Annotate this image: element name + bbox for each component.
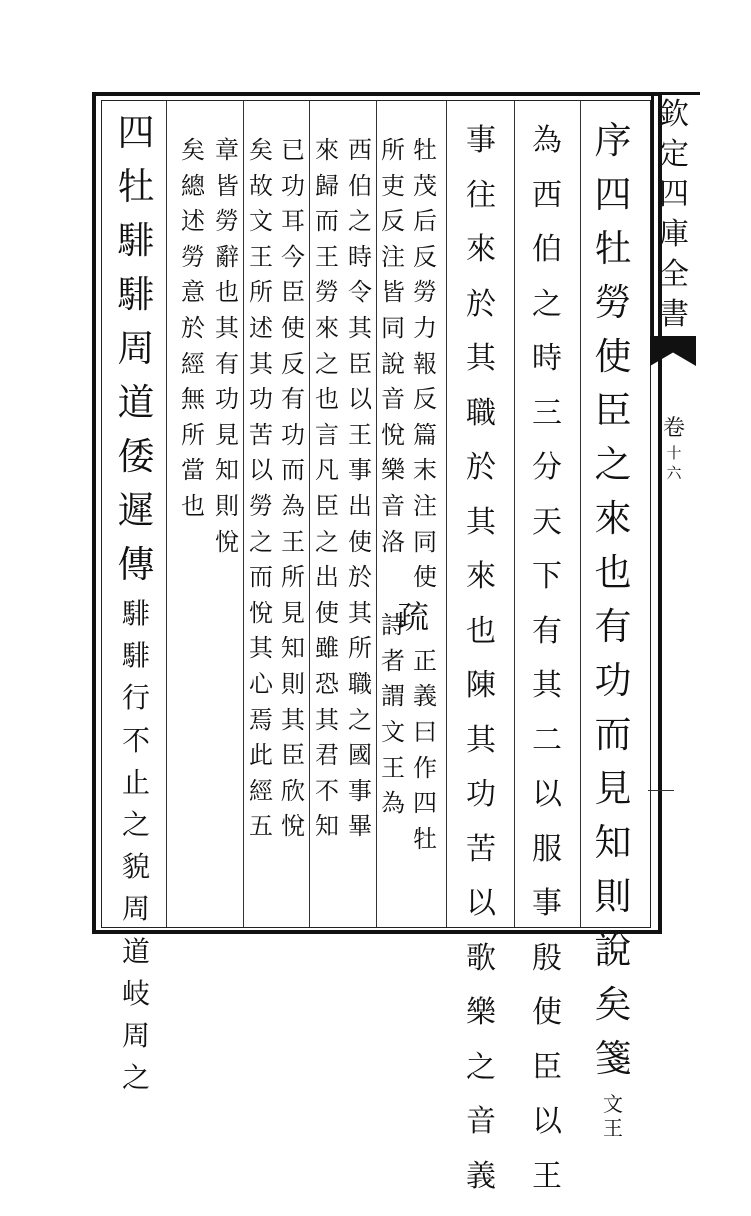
text-char: 之: [532, 290, 562, 345]
margin-dash: [648, 790, 674, 791]
title-char: 定: [659, 140, 689, 180]
text-char: 伯: [532, 235, 562, 290]
text-char: 茂: [413, 174, 437, 210]
text-char: 西: [348, 138, 372, 174]
text-char: 臣: [315, 494, 339, 530]
text-char: 心: [249, 672, 273, 708]
text-char: 臣: [281, 743, 305, 779]
text-char: 苦: [249, 423, 273, 459]
text-char: 為: [381, 791, 405, 827]
text-char: 五: [249, 814, 273, 850]
text-char: 勞: [595, 284, 632, 338]
text-char: 反: [413, 245, 437, 281]
column-rule: [309, 101, 310, 927]
text-char: 事: [466, 126, 496, 181]
small-char: 文: [603, 1094, 623, 1118]
text-char: 同: [413, 530, 437, 566]
text-char: 於: [181, 316, 205, 352]
text-char: 矣: [181, 138, 205, 174]
text-char: 王: [532, 1162, 562, 1216]
text-char: 周: [118, 330, 155, 384]
text-char: 騑: [118, 276, 155, 330]
text-char: 而: [249, 565, 273, 601]
text-char: 意: [181, 280, 205, 316]
text-char: 臣: [532, 1053, 562, 1108]
text-char: 臣: [281, 280, 305, 316]
text-char: 來: [466, 562, 496, 617]
text-char: 恐: [315, 672, 339, 708]
text-column-commentary: [529, 126, 565, 1216]
text-char: 勞: [413, 280, 437, 316]
text-char: 其: [249, 352, 273, 388]
text-char: 出: [315, 565, 339, 601]
title-char: 庫: [659, 220, 689, 260]
text-char: 見: [215, 423, 239, 459]
text-char: 義: [413, 684, 437, 720]
small-char: 王: [603, 1118, 623, 1142]
small-char: 騑: [122, 600, 150, 642]
text-char: 功: [215, 387, 239, 423]
text-char: 凡: [315, 458, 339, 494]
text-char: 已: [281, 138, 305, 174]
text-char: 皆: [215, 174, 239, 210]
text-char: 音: [381, 494, 405, 530]
text-char: 同: [381, 316, 405, 352]
text-char: 所: [348, 636, 372, 672]
text-char: 時: [532, 344, 562, 399]
text-char: 述: [249, 316, 273, 352]
text-char: 於: [348, 565, 372, 601]
annotation-marker: [603, 1094, 623, 1142]
text-char: 功: [466, 780, 496, 835]
text-char: 所: [281, 565, 305, 601]
text-char: 功: [595, 662, 632, 716]
text-char: 其: [348, 316, 372, 352]
text-char: 而: [315, 209, 339, 245]
text-char: 下: [532, 562, 562, 617]
text-char: 知: [595, 824, 632, 878]
text-char: 勞: [181, 245, 205, 281]
text-char: 所: [381, 138, 405, 174]
text-char: 之: [466, 1053, 496, 1108]
text-char: 反: [281, 352, 305, 388]
text-char: 知: [315, 814, 339, 850]
text-char: 此: [249, 743, 273, 779]
text-char: 所: [181, 423, 205, 459]
text-char: 王: [381, 756, 405, 792]
text-char: 焉: [249, 708, 273, 744]
text-char: 正: [413, 649, 437, 685]
title-char: 欽: [659, 100, 689, 140]
text-char: 作: [413, 756, 437, 792]
text-char: 篇: [413, 423, 437, 459]
text-char: 注: [381, 245, 405, 281]
text-char: 使: [281, 316, 305, 352]
text-char: 無: [181, 387, 205, 423]
text-char: 今: [281, 245, 305, 281]
text-char: 欣: [281, 779, 305, 815]
text-char: 令: [348, 280, 372, 316]
text-char: 四: [595, 176, 632, 230]
text-char: 以: [348, 387, 372, 423]
text-char: 者: [381, 649, 405, 685]
text-char: 以: [532, 1107, 562, 1162]
text-char: 來: [595, 500, 632, 554]
text-char: 來: [315, 138, 339, 174]
text-char: 樂: [381, 458, 405, 494]
text-char: 其: [466, 344, 496, 399]
text-column-annotation: [278, 138, 308, 850]
text-char: 經: [249, 779, 273, 815]
text-char: 勞: [315, 280, 339, 316]
text-char: 注: [413, 494, 437, 530]
small-char: 岐: [122, 980, 150, 1022]
text-char: 來: [466, 235, 496, 290]
text-char: 知: [215, 458, 239, 494]
text-char: 勞: [215, 209, 239, 245]
text-char: 以: [249, 458, 273, 494]
text-char: 矣: [249, 138, 273, 174]
text-char: 往: [466, 181, 496, 236]
text-char: 也: [466, 617, 496, 672]
text-char: 其: [315, 708, 339, 744]
text-char: 使: [315, 601, 339, 637]
text-char: 有: [595, 608, 632, 662]
text-char: 畢: [348, 814, 372, 850]
text-char: 天: [532, 508, 562, 563]
text-char: 矣: [595, 986, 632, 1040]
text-char: 悅: [381, 423, 405, 459]
column-rule: [580, 101, 581, 927]
text-char: 悅: [249, 601, 273, 637]
text-char: 苦: [466, 835, 496, 890]
text-column-commentary: [463, 126, 499, 1216]
text-char: 雖: [315, 636, 339, 672]
text-char: 其: [281, 708, 305, 744]
text-char: 牡: [413, 138, 437, 174]
text-char: 其: [532, 671, 562, 726]
text-char: 謂: [381, 684, 405, 720]
text-char: 有: [215, 352, 239, 388]
text-char: 時: [348, 245, 372, 281]
text-char: 其: [348, 601, 372, 637]
text-char: 而: [281, 458, 305, 494]
text-char: 見: [595, 770, 632, 824]
text-char: 所: [249, 280, 273, 316]
text-char: 也: [315, 387, 339, 423]
text-char: 之: [315, 352, 339, 388]
text-char: 有: [281, 387, 305, 423]
text-char: 有: [532, 617, 562, 672]
text-char: 而: [595, 716, 632, 770]
text-char: 也: [181, 494, 205, 530]
small-char: 行: [122, 684, 150, 726]
text-char: 王: [249, 245, 273, 281]
text-char: 當: [181, 458, 205, 494]
title-char: 全: [659, 260, 689, 300]
text-char: 力: [413, 316, 437, 352]
text-char: 牡: [595, 230, 632, 284]
fishtail-mark-icon: [650, 336, 696, 366]
text-char: 曰: [413, 720, 437, 756]
text-char: 以: [532, 780, 562, 835]
text-char: 君: [315, 743, 339, 779]
text-char: 音: [466, 1107, 496, 1162]
text-char: 殷: [532, 944, 562, 999]
title-char: 書: [659, 300, 689, 340]
text-char: 不: [315, 779, 339, 815]
text-char: 耳: [281, 209, 305, 245]
text-char: 遲: [118, 492, 155, 546]
column-rule: [243, 101, 244, 927]
text-char: 音: [381, 387, 405, 423]
text-char: 后: [413, 209, 437, 245]
text-char: 經: [181, 352, 205, 388]
text-char: 王: [315, 245, 339, 281]
text-char: 也: [215, 280, 239, 316]
text-column-annotation: [345, 138, 375, 850]
text-char: 為: [532, 126, 562, 181]
small-char: 之: [122, 1064, 150, 1106]
small-char: 周: [122, 1022, 150, 1064]
text-char: 勞: [249, 494, 273, 530]
text-char: 服: [532, 835, 562, 890]
text-char: 事: [348, 779, 372, 815]
text-char: 功: [281, 174, 305, 210]
text-column-annotation: [378, 138, 408, 827]
text-char: 反: [381, 209, 405, 245]
text-char: 陳: [466, 671, 496, 726]
text-char: 臣: [348, 352, 372, 388]
text-char: 歌: [466, 944, 496, 999]
text-char: 吏: [381, 174, 405, 210]
commentary-marker: 疏: [393, 601, 433, 649]
text-char: 其: [466, 726, 496, 781]
text-column-preface: [591, 122, 635, 1142]
volume-char: 六: [666, 466, 681, 486]
column-rule: [446, 101, 447, 927]
text-char: 牡: [118, 168, 155, 222]
text-char: 則: [215, 494, 239, 530]
text-char: 總: [181, 174, 205, 210]
text-char: 歸: [315, 174, 339, 210]
text-char: 四: [413, 791, 437, 827]
column-rule: [166, 101, 167, 927]
text-char: 之: [348, 209, 372, 245]
column-rule: [376, 101, 377, 927]
text-char: 臣: [595, 392, 632, 446]
text-char: 悅: [215, 530, 239, 566]
text-char: 職: [466, 399, 496, 454]
text-char: 其: [215, 316, 239, 352]
text-char: 則: [595, 878, 632, 932]
text-char: 之: [595, 446, 632, 500]
small-char: 止: [122, 769, 150, 811]
title-char: 四: [659, 180, 689, 220]
text-char: 皆: [381, 280, 405, 316]
text-char: 於: [466, 453, 496, 508]
text-char: 以: [466, 889, 496, 944]
text-char: 其: [466, 508, 496, 563]
text-column-annotation: [246, 138, 276, 850]
text-char: 報: [413, 352, 437, 388]
text-char: 王: [281, 530, 305, 566]
text-char: 洛: [381, 530, 405, 566]
text-char: 四: [118, 114, 155, 168]
text-char: 義: [466, 1162, 496, 1216]
text-char: 功: [281, 423, 305, 459]
text-char: 為: [281, 494, 305, 530]
text-char: 也: [595, 554, 632, 608]
small-char: 之: [122, 811, 150, 853]
text-char: 悅: [281, 814, 305, 850]
text-char: 使: [532, 998, 562, 1053]
text-char: 事: [348, 458, 372, 494]
column-rule: [514, 101, 515, 927]
text-char: 國: [348, 743, 372, 779]
text-char: 事: [532, 889, 562, 944]
text-char: 伯: [348, 174, 372, 210]
text-char: 詩: [381, 613, 405, 649]
text-char: 反: [413, 387, 437, 423]
volume-char: 卷: [663, 418, 685, 446]
text-char: 使: [595, 338, 632, 392]
small-char: 道: [122, 938, 150, 980]
text-char: 之: [348, 708, 372, 744]
text-char: 知: [281, 636, 305, 672]
text-char: 序: [595, 122, 632, 176]
text-char: 王: [348, 423, 372, 459]
text-char: 文: [381, 720, 405, 756]
text-char: 章: [215, 138, 239, 174]
text-char: 辭: [215, 245, 239, 281]
small-char: 騑: [122, 642, 150, 684]
text-char: 故: [249, 174, 273, 210]
text-column-annotation: [410, 138, 440, 862]
text-char: 樂: [466, 998, 496, 1053]
text-char: 文: [249, 209, 273, 245]
text-char: 西: [532, 181, 562, 236]
text-char: 末: [413, 458, 437, 494]
text-char: 牡: [413, 827, 437, 863]
text-char: 於: [466, 290, 496, 345]
text-char: 述: [181, 209, 205, 245]
text-char: 功: [249, 387, 273, 423]
text-char: 出: [348, 494, 372, 530]
text-char: 言: [315, 423, 339, 459]
text-char: 騑: [118, 222, 155, 276]
text-char: 其: [249, 636, 273, 672]
text-char: 說: [381, 352, 405, 388]
text-char: 倭: [118, 438, 155, 492]
text-char: 分: [532, 453, 562, 508]
text-char: 三: [532, 399, 562, 454]
text-column-annotation: [178, 138, 208, 530]
text-char: 之: [315, 530, 339, 566]
text-char: 使: [348, 530, 372, 566]
text-char: 之: [249, 530, 273, 566]
small-char: 貌: [122, 853, 150, 895]
collection-title: [655, 100, 693, 340]
text-char: 說: [595, 932, 632, 986]
volume-char: 十: [666, 446, 681, 466]
small-char: 不: [122, 727, 150, 769]
text-char: 則: [281, 672, 305, 708]
text-column-annotation: [312, 138, 342, 850]
text-char: 來: [315, 316, 339, 352]
text-char: 職: [348, 672, 372, 708]
text-char: 道: [118, 384, 155, 438]
text-char: 二: [532, 726, 562, 781]
text-char: 見: [281, 601, 305, 637]
volume-label: [660, 418, 688, 486]
text-char: 箋: [595, 1040, 632, 1094]
text-char: 傳: [118, 546, 155, 600]
text-column-annotation: [212, 138, 242, 565]
small-char: 周: [122, 895, 150, 937]
text-column-verse: [114, 114, 158, 1106]
text-char: 使: [413, 565, 437, 601]
